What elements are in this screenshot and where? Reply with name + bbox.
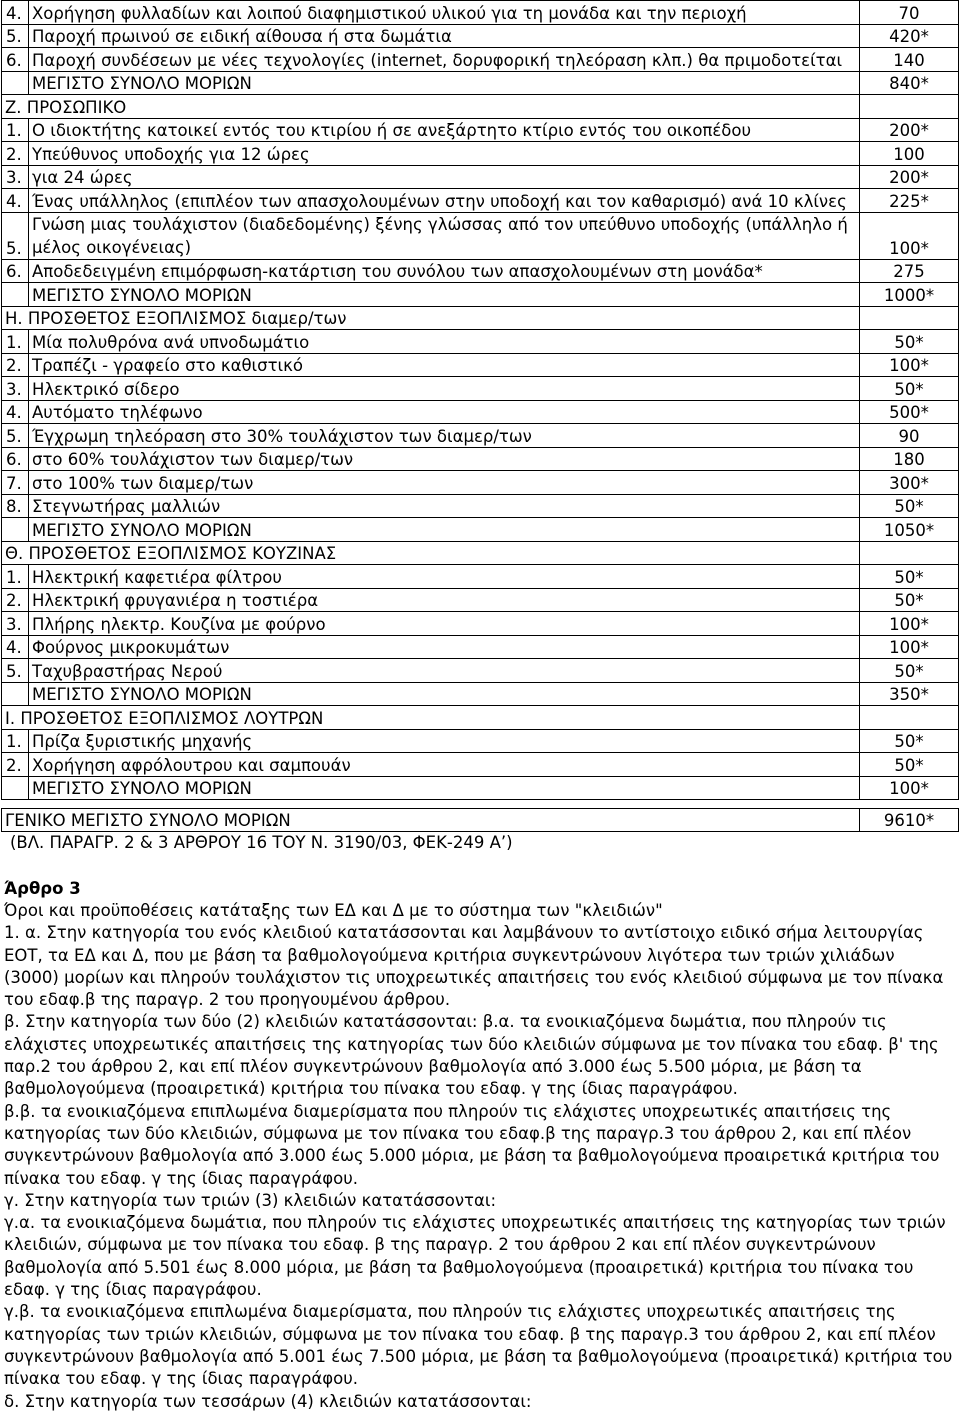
table-row [2, 48, 959, 72]
section-value [860, 706, 959, 730]
article-paragraph: γ.α. τα ενοικιαζόμενα δωμάτια, που πληρούν τις ελάχιστες υποχρεωτικές απαιτήσεις της κατηγορίας των τριών κλειδιών, σύμφωνα με τον πίνακα του εδαφ. β της παραγρ. 2 του άρθρου 2 και επί πλέον συγκεντρώνουν βαθμολογία από 5.501 έως 8.000 μόρια, με βάση τα βαθμολογούμενα (προαιρετικά) κριτήρια του πίνακα του εδαφ. γ της ίδιας παραγράφου. [4, 1213, 946, 1300]
row-number: 2. [2, 142, 29, 166]
table-row [2, 353, 959, 377]
criterion-points: 200* [860, 118, 959, 142]
table-row [2, 494, 959, 518]
row-number: 5. [2, 659, 29, 683]
table-row [2, 635, 959, 659]
criterion-label: για 24 ώρες [29, 165, 860, 189]
table-row [2, 24, 959, 48]
criterion-label: Μία πολυθρόνα ανά υπνοδωμάτιο [29, 330, 860, 354]
criterion-label: στο 100% των διαμερ/των [29, 471, 860, 495]
criterion-points: 200* [860, 165, 959, 189]
criterion-label: Ηλεκτρικό σίδερο [29, 377, 860, 401]
criterion-points: 180 [860, 447, 959, 471]
criterion-points: 100* [860, 612, 959, 636]
section-heading: Ι. ΠΡΟΣΘΕΤΟΣ ΕΞΟΠΛΙΣΜΟΣ ΛΟΥΤΡΩΝ [2, 706, 860, 730]
subtotal-row [2, 283, 959, 307]
row-number: 5. [2, 24, 29, 48]
row-number: 3. [2, 165, 29, 189]
subtotal-row [2, 682, 959, 706]
criterion-label: Πλήρης ηλεκτρ. Κουζίνα με φούρνο [29, 612, 860, 636]
article-paragraph: γ.β. τα ενοικιαζόμενα επιπλωμένα διαμερίσματα, που πληρούν τις ελάχιστες υποχρεωτικές απαιτήσεις της κατηγορίας των τριών κλειδιών, σύμφωνα με τον πίνακα του εδαφ. β της παραγρ.3 του άρθρου 2, και επί πλέον συγκεντρώνουν βαθμολογία από 5.001 έως 7.500 μόρια, με βάση τα βαθμολογούμενα (προαιρετικά) κριτήρια του πίνακα του εδαφ. γ της ίδιας παραγράφου. [4, 1302, 953, 1389]
grand-total-row [2, 809, 959, 832]
article-paragraph: δ. Στην κατηγορία των τεσσάρων (4) κλειδιών κατατάσσονται: [4, 1391, 532, 1411]
criterion-label: Ηλεκτρική καφετιέρα φίλτρου [29, 565, 860, 589]
table-row [2, 659, 959, 683]
criterion-label: στο 60% τουλάχιστον των διαμερ/των [29, 447, 860, 471]
article-paragraph: 1. α. Στην κατηγορία του ενός κλειδιού κατατάσσονται και λαμβάνουν το αντίστοιχο ειδικό σήμα λειτουργίας ΕΟΤ, τα ΕΔ και Δ, που με βάση τα βαθμολογούμενα κριτήρια συγκεντρώνουν λιγότερα των τριών χιλιάδων (3000) μορίων και πληρούν τουλάχιστον τις υποχρεωτικές απαιτήσεις του ενός κλειδιού σύμφωνα με τον πίνακα του εδαφ.β της παραγρ. 2 του προηγουμένου άρθρου. [4, 923, 944, 1010]
criterion-label: Αυτόματο τηλέφωνο [29, 400, 860, 424]
section-heading-row [2, 95, 959, 119]
criteria-score-table-body [2, 1, 959, 832]
row-number: 3. [2, 377, 29, 401]
article-paragraph: Όροι και προϋποθέσεις κατάταξης των ΕΔ και Δ με το σύστημα των "κλειδιών" [4, 901, 663, 920]
row-number: 8. [2, 494, 29, 518]
subtotal-value: 1000* [860, 283, 959, 307]
criterion-label: Γνώση μιας τουλάχιστον (διαδεδομένης) ξένης γλώσσας από τον υπεύθυνο υποδοχής (υπάλληλο ή μέλος οικογένειας) [29, 212, 860, 259]
row-number: 7. [2, 471, 29, 495]
row-number: 2. [2, 753, 29, 777]
criterion-label: Ηλεκτρική φρυγανιέρα η τοστιέρα [29, 588, 860, 612]
criterion-label: Αποδεδειγμένη επιμόρφωση-κατάρτιση του συνόλου των απασχολουμένων στη μονάδα* [29, 259, 860, 283]
criterion-label: Ταχυβραστήρας Νερού [29, 659, 860, 683]
section-value [860, 541, 959, 565]
criterion-points: 50* [860, 377, 959, 401]
criterion-label: Χορήγηση φυλλαδίων και λοιπού διαφημιστικού υλικού για τη μονάδα και την περιοχή [29, 1, 860, 25]
row-number: 4. [2, 1, 29, 25]
table-row [2, 612, 959, 636]
subtotal-label: ΜΕΓΙΣΤΟ ΣΥΝΟΛΟ ΜΟΡΙΩΝ [29, 283, 860, 307]
table-row [2, 212, 959, 259]
subtotal-label: ΜΕΓΙΣΤΟ ΣΥΝΟΛΟ ΜΟΡΙΩΝ [29, 71, 860, 95]
table-row [2, 588, 959, 612]
criterion-points: 50* [860, 588, 959, 612]
subtotal-number [2, 283, 29, 307]
row-number: 4. [2, 635, 29, 659]
row-number: 2. [2, 588, 29, 612]
criterion-points: 50* [860, 565, 959, 589]
subtotal-label: ΜΕΓΙΣΤΟ ΣΥΝΟΛΟ ΜΟΡΙΩΝ [29, 776, 860, 800]
section-heading-row [2, 541, 959, 565]
criterion-label: Χορήγηση αφρόλουτρου και σαμπουάν [29, 753, 860, 777]
criterion-points: 50* [860, 659, 959, 683]
row-number: 6. [2, 48, 29, 72]
row-number: 1. [2, 729, 29, 753]
grand-total-value: 9610* [860, 809, 959, 832]
criterion-points: 275 [860, 259, 959, 283]
criterion-points: 100* [860, 353, 959, 377]
subtotal-value: 840* [860, 71, 959, 95]
subtotal-number [2, 71, 29, 95]
row-number: 4. [2, 189, 29, 213]
row-number: 1. [2, 118, 29, 142]
section-heading: Η. ΠΡΟΣΘΕΤΟΣ ΕΞΟΠΛΙΣΜΟΣ διαμερ/των [2, 306, 860, 330]
criterion-label: Στεγνωτήρας μαλλιών [29, 494, 860, 518]
subtotal-row [2, 71, 959, 95]
table-row [2, 1, 959, 25]
row-number: 2. [2, 353, 29, 377]
criterion-points: 50* [860, 494, 959, 518]
subtotal-number [2, 518, 29, 542]
table-row [2, 142, 959, 166]
table-row [2, 424, 959, 448]
article-section [4, 878, 954, 1413]
article-paragraph: β.β. τα ενοικιαζόμενα επιπλωμένα διαμερίσματα που πληρούν τις ελάχιστες υποχρεωτικές απαιτήσεις της κατηγορίας των δύο κλειδιών, σύμφωνα με τον πίνακα του εδαφ.β της παραγρ.3 του άρθρου 2, και επί πλέον συγκεντρώνουν βαθμολογία από 3.000 έως 5.000 μόρια, με βάση τα βαθμολογούμενα προαιρετικά κριτήρια του πίνακα του εδαφ. γ της ίδιας παραγράφου. [4, 1101, 940, 1188]
table-row [2, 377, 959, 401]
criterion-label: Πρίζα ξυριστικής μηχανής [29, 729, 860, 753]
row-number: 5. [2, 212, 29, 259]
section-value [860, 306, 959, 330]
row-number: 3. [2, 612, 29, 636]
section-heading: Ζ. ΠΡΟΣΩΠΙΚΟ [2, 95, 860, 119]
row-number: 4. [2, 400, 29, 424]
criterion-points: 225* [860, 189, 959, 213]
section-heading-row [2, 306, 959, 330]
subtotal-value: 1050* [860, 518, 959, 542]
row-number: 1. [2, 330, 29, 354]
table-row [2, 259, 959, 283]
table-row [2, 118, 959, 142]
grand-total-label: ΓΕΝΙΚΟ ΜΕΓΙΣΤΟ ΣΥΝΟΛΟ ΜΟΡΙΩΝ [2, 809, 860, 832]
subtotal-number [2, 776, 29, 800]
article-paragraph: β. Στην κατηγορία των δύο (2) κλειδιών κατατάσσονται: β.α. τα ενοικιαζόμενα δωμάτια, που πληρούν τις ελάχιστες υποχρεωτικές απαιτήσεις της κατηγορίας των δύο κλειδιών σύμφωνα με τον πίνακα του εδαφ. β' της παρ.2 του άρθρου 2, και επί πλέον συγκεντρώνουν βαθμολογία από 3.000 έως 5.500 μόρια, με βάση τα βαθμολογούμενα (προαιρετικά) κριτήρια του πίνακα του εδαφ. γ της ίδιας παραγράφου. [4, 1012, 939, 1099]
subtotal-value: 100* [860, 776, 959, 800]
subtotal-value: 350* [860, 682, 959, 706]
table-spacer-cell [2, 800, 959, 809]
table-row [2, 565, 959, 589]
subtotal-label: ΜΕΓΙΣΤΟ ΣΥΝΟΛΟ ΜΟΡΙΩΝ [29, 518, 860, 542]
section-heading: Θ. ΠΡΟΣΘΕΤΟΣ ΕΞΟΠΛΙΣΜΟΣ ΚΟΥΖΙΝΑΣ [2, 541, 860, 565]
row-number: 1. [2, 565, 29, 589]
table-row [2, 729, 959, 753]
criterion-label: Ένας υπάλληλος (επιπλέον των απασχολουμένων στην υποδοχή και τον καθαρισμό) ανά 10 κλίνες [29, 189, 860, 213]
criterion-label: Έγχρωμη τηλεόραση στο 30% τουλάχιστον των διαμερ/των [29, 424, 860, 448]
criterion-points: 100* [860, 212, 959, 259]
article-paragraph: γ. Στην κατηγορία των τριών (3) κλειδιών κατατάσσονται: [4, 1190, 497, 1210]
table-row [2, 189, 959, 213]
legal-reference: (ΒΛ. ΠΑΡΑΓΡ. 2 & 3 ΑΡΘΡΟΥ 16 ΤΟΥ Ν. 3190/03, ΦΕΚ-249 Α’) [10, 833, 513, 852]
criterion-label: Φούρνος μικροκυμάτων [29, 635, 860, 659]
criterion-points: 420* [860, 24, 959, 48]
criterion-points: 140 [860, 48, 959, 72]
table-row [2, 330, 959, 354]
criterion-points: 100* [860, 635, 959, 659]
criteria-score-table [1, 0, 959, 832]
subtotal-row [2, 518, 959, 542]
subtotal-number [2, 682, 29, 706]
row-number: 5. [2, 424, 29, 448]
table-spacer-row [2, 800, 959, 809]
table-row [2, 471, 959, 495]
table-row [2, 753, 959, 777]
article-heading: Άρθρο 3 [4, 879, 81, 898]
criterion-points: 50* [860, 330, 959, 354]
criterion-points: 70 [860, 1, 959, 25]
section-value [860, 95, 959, 119]
criterion-points: 300* [860, 471, 959, 495]
criterion-points: 100 [860, 142, 959, 166]
criterion-label: Τραπέζι - γραφείο στο καθιστικό [29, 353, 860, 377]
criterion-label: Παροχή συνδέσεων με νέες τεχνολογίες (internet, δορυφορική τηλεόραση κλπ.) θα πριμοδοτείται [29, 48, 860, 72]
criterion-label: Παροχή πρωινού σε ειδική αίθουσα ή στα δωμάτια [29, 24, 860, 48]
criterion-points: 50* [860, 753, 959, 777]
table-row [2, 400, 959, 424]
subtotal-label: ΜΕΓΙΣΤΟ ΣΥΝΟΛΟ ΜΟΡΙΩΝ [29, 682, 860, 706]
row-number: 6. [2, 447, 29, 471]
criterion-label: Υπεύθυνος υποδοχής για 12 ώρες [29, 142, 860, 166]
subtotal-row [2, 776, 959, 800]
table-row [2, 447, 959, 471]
row-number: 6. [2, 259, 29, 283]
criterion-points: 90 [860, 424, 959, 448]
section-heading-row [2, 706, 959, 730]
criterion-label: Ο ιδιοκτήτης κατοικεί εντός του κτιρίου ή σε ανεξάρτητο κτίριο εντός του οικοπέδου [29, 118, 860, 142]
criterion-points: 50* [860, 729, 959, 753]
criterion-points: 500* [860, 400, 959, 424]
table-row [2, 165, 959, 189]
